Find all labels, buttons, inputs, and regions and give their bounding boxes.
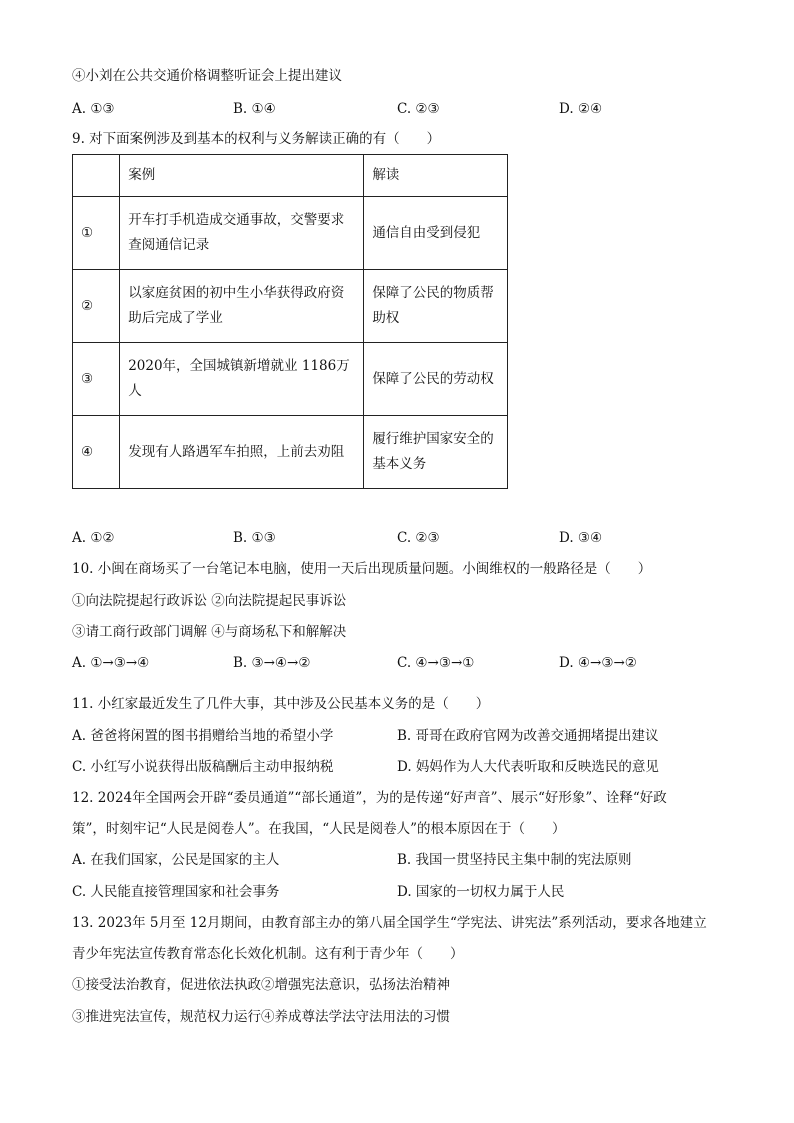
row-case bbox=[120, 270, 364, 343]
table-header-blank bbox=[73, 155, 120, 197]
q11-option-c: C. 小红写小说获得出版稿酬后主动申报纳税 bbox=[72, 759, 334, 775]
q12-stem-line-2: 策”，时刻牢记“人民是阅卷人”。在我国，“人民是阅卷人”的根本原因在于（ ） bbox=[72, 821, 566, 837]
q10-choices-line-2: ③请工商行政部门调解 ④与商场私下和解解决 bbox=[72, 624, 347, 640]
q13-stem-line-2: 青少年宪法宣传教育常态化长效化机制。这有利于青少年（ ） bbox=[72, 946, 464, 962]
q8-option-b: B. ①④ bbox=[233, 101, 276, 117]
row-reading bbox=[364, 416, 508, 489]
q11-option-b: B. 哥哥在政府官网为改善交通拥堵提出建议 bbox=[397, 728, 659, 744]
row-reading bbox=[364, 197, 508, 270]
q13-choices-line-1: ①接受法治教育，促进依法执政②增强宪法意识，弘扬法治精神 bbox=[72, 977, 450, 993]
table-header-row bbox=[73, 155, 508, 197]
q10-option-c: C. ④→③→① bbox=[397, 655, 475, 671]
table-row bbox=[73, 270, 508, 343]
row-number: ① bbox=[73, 197, 120, 270]
q10-option-a: A. ①→③→④ bbox=[72, 655, 150, 671]
q10-choices-line-1: ①向法院提起行政诉讼 ②向法院提起民事诉讼 bbox=[72, 593, 347, 609]
q11-stem: 11. 小红家最近发生了几件大事，其中涉及公民基本义务的是（ ） bbox=[72, 696, 490, 712]
q10-option-d: D. ④→③→② bbox=[559, 655, 637, 671]
q13-choices-line-2: ③推进宪法宣传，规范权力运行④养成尊法学法守法用法的习惯 bbox=[72, 1009, 450, 1025]
q10-option-b: B. ③→④→② bbox=[233, 655, 311, 671]
q9-case-table bbox=[72, 154, 508, 489]
q12-option-c: C. 人民能直接管理国家和社会事务 bbox=[72, 884, 280, 900]
case-line: 查阅通信记录 bbox=[128, 237, 210, 253]
q8-item-4: ④小刘在公共交通价格调整听证会上提出建议 bbox=[72, 68, 342, 84]
case-line: 人 bbox=[128, 383, 142, 399]
case-line: 助后完成了学业 bbox=[128, 310, 223, 326]
q11-option-a: A. 爸爸将闲置的图书捐赠给当地的希望小学 bbox=[72, 728, 334, 744]
q12-stem-line-1: 12. 2024年全国两会开辟“委员通道”“部长通道”，为的是传递“好声音”、展示“好形象”、诠释“好政 bbox=[72, 790, 667, 806]
reading-line: 通信自由受到侵犯 bbox=[372, 224, 481, 241]
reading-line: 保障了公民的物质帮 bbox=[372, 285, 494, 301]
reading-line: 助权 bbox=[372, 310, 400, 326]
q9-option-c: C. ②③ bbox=[397, 530, 440, 546]
case-line: 以家庭贫困的初中生小华获得政府资 bbox=[128, 285, 345, 301]
reading-line: 基本义务 bbox=[372, 456, 427, 472]
table-header-reading: 解读 bbox=[364, 155, 508, 197]
case-line: 开车打手机造成交通事故，交警要求 bbox=[128, 212, 345, 228]
table-row bbox=[73, 197, 508, 270]
table-row bbox=[73, 416, 508, 489]
row-number: ② bbox=[73, 270, 120, 343]
q9-option-d: D. ③④ bbox=[559, 530, 603, 546]
row-case bbox=[120, 197, 364, 270]
row-case bbox=[120, 416, 364, 489]
case-line: 发现有人路遇军车拍照，上前去劝阻 bbox=[128, 443, 345, 460]
table-header-case: 案例 bbox=[120, 155, 364, 197]
table-row bbox=[73, 343, 508, 416]
q8-option-d: D. ②④ bbox=[559, 101, 603, 117]
q9-stem: 9. 对下面案例涉及到基本的权利与义务解读正确的有（ ） bbox=[72, 131, 441, 147]
row-number: ③ bbox=[73, 343, 120, 416]
reading-line: 履行维护国家安全的 bbox=[372, 431, 494, 447]
row-case bbox=[120, 343, 364, 416]
q12-option-d: D. 国家的一切权力属于人民 bbox=[397, 884, 565, 900]
q12-option-b: B. 我国一贯坚持民主集中制的宪法原则 bbox=[397, 852, 632, 868]
q8-option-a: A. ①③ bbox=[72, 101, 115, 117]
reading-line: 保障了公民的劳动权 bbox=[372, 370, 494, 387]
q11-option-d: D. 妈妈作为人大代表听取和反映选民的意见 bbox=[397, 759, 659, 775]
q13-stem-line-1: 13. 2023年 5月至 12月期间，由教育部主办的第八届全国学生“学宪法、讲宪法”系列活动，要求各地建立 bbox=[72, 915, 707, 931]
row-reading bbox=[364, 343, 508, 416]
q9-option-a: A. ①② bbox=[72, 530, 115, 546]
row-number: ④ bbox=[73, 416, 120, 489]
q8-option-c: C. ②③ bbox=[397, 101, 440, 117]
q9-option-b: B. ①③ bbox=[233, 530, 276, 546]
q12-option-a: A. 在我们国家，公民是国家的主人 bbox=[72, 852, 280, 868]
q10-stem: 10. 小闽在商场买了一台笔记本电脑，使用一天后出现质量问题。小闽维权的一般路径是（ ） bbox=[72, 561, 652, 577]
case-line: 2020年，全国城镇新增就业 1186万 bbox=[128, 358, 350, 374]
row-reading bbox=[364, 270, 508, 343]
